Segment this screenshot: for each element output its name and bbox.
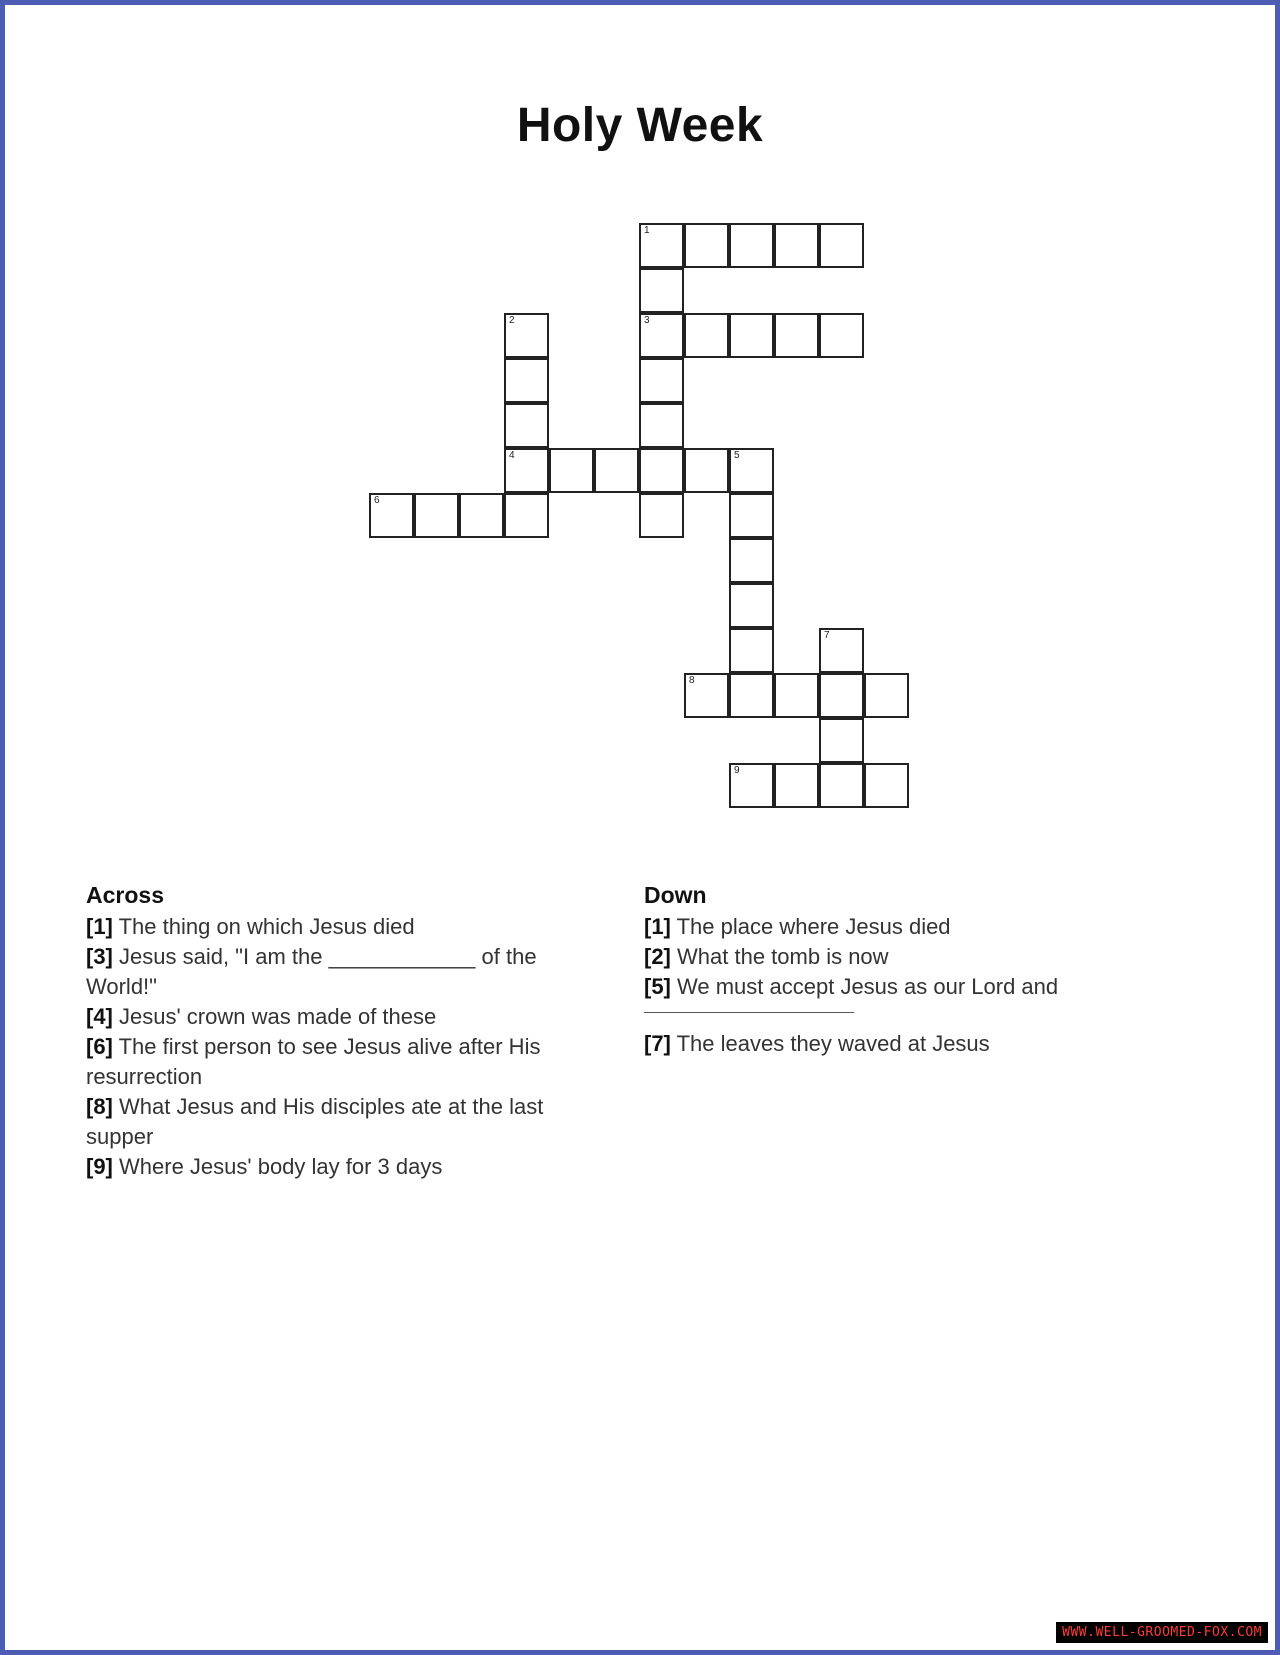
grid-cell[interactable] [639, 223, 684, 268]
clue-text: What the tomb is now [677, 944, 889, 969]
grid-cell[interactable] [729, 628, 774, 673]
down-heading: Down [644, 882, 707, 908]
grid-cell[interactable] [864, 673, 909, 718]
clue-number: [1] [86, 914, 113, 939]
grid-cell[interactable] [639, 358, 684, 403]
clue-text: Where Jesus' body lay for 3 days [119, 1154, 443, 1179]
clue-down-2 [644, 942, 1114, 972]
grid-cell[interactable] [684, 448, 729, 493]
grid-cell[interactable] [594, 448, 639, 493]
grid-cell[interactable] [729, 223, 774, 268]
clue-number: [9] [86, 1154, 113, 1179]
grid-cell[interactable] [639, 403, 684, 448]
grid-cell[interactable] [729, 493, 774, 538]
grid-cell[interactable] [729, 448, 774, 493]
clue-across-1 [86, 912, 586, 942]
grid-cell[interactable] [549, 448, 594, 493]
clue-text: Jesus' crown was made of these [119, 1004, 437, 1029]
clue-down-1 [644, 912, 1114, 942]
grid-cell[interactable] [684, 673, 729, 718]
cell-number: 4 [509, 450, 515, 461]
answer-blank-line [644, 1012, 854, 1013]
clue-number: [3] [86, 944, 113, 969]
grid-cell[interactable] [864, 763, 909, 808]
grid-cell[interactable] [729, 673, 774, 718]
clue-down-5 [644, 972, 1114, 1013]
grid-cell[interactable] [504, 448, 549, 493]
grid-cell[interactable] [819, 628, 864, 673]
grid-cell[interactable] [819, 718, 864, 763]
cell-number: 5 [734, 450, 740, 461]
clue-across-9 [86, 1152, 586, 1182]
watermark: WWW.WELL-GROOMED-FOX.COM [1056, 1622, 1268, 1643]
grid-cell[interactable] [504, 493, 549, 538]
grid-cell[interactable] [819, 223, 864, 268]
clue-number: [8] [86, 1094, 113, 1119]
grid-cell[interactable] [504, 403, 549, 448]
across-heading: Across [86, 882, 164, 908]
clue-across-6 [86, 1032, 586, 1092]
clue-text: The thing on which Jesus died [118, 914, 415, 939]
grid-cell[interactable] [729, 538, 774, 583]
clue-number: [5] [644, 974, 671, 999]
cell-number: 2 [509, 315, 515, 326]
clue-text: Jesus said, "I am the ____________ of the World!" [86, 944, 537, 999]
grid-cell[interactable] [639, 313, 684, 358]
puzzle-title: Holy Week [516, 99, 764, 152]
grid-cell[interactable] [414, 493, 459, 538]
clue-number: [1] [644, 914, 671, 939]
cell-number: 7 [824, 630, 830, 641]
cell-number: 8 [689, 675, 695, 686]
clue-text: The leaves they waved at Jesus [676, 1031, 990, 1056]
grid-cell[interactable] [774, 673, 819, 718]
clue-text: The place where Jesus died [676, 914, 951, 939]
clue-across-4 [86, 1002, 586, 1032]
grid-cell[interactable] [369, 493, 414, 538]
grid-cell[interactable] [684, 223, 729, 268]
cell-number: 6 [374, 495, 380, 506]
clue-text: The first person to see Jesus alive after His resurrection [86, 1034, 541, 1089]
grid-cell[interactable] [639, 448, 684, 493]
clue-text: We must accept Jesus as our Lord and [677, 974, 1059, 999]
grid-cell[interactable] [729, 313, 774, 358]
grid-cell[interactable] [504, 313, 549, 358]
clue-number: [2] [644, 944, 671, 969]
grid-cell[interactable] [774, 223, 819, 268]
grid-cell[interactable] [729, 763, 774, 808]
grid-cell[interactable] [684, 313, 729, 358]
cell-number: 1 [644, 225, 650, 236]
clue-number: [6] [86, 1034, 113, 1059]
grid-cell[interactable] [819, 763, 864, 808]
grid-cell[interactable] [729, 583, 774, 628]
grid-cell[interactable] [639, 493, 684, 538]
grid-cell[interactable] [459, 493, 504, 538]
clue-text: What Jesus and His disciples ate at the last supper [86, 1094, 544, 1149]
grid-cell[interactable] [639, 268, 684, 313]
grid-cell[interactable] [819, 673, 864, 718]
cell-number: 9 [734, 765, 740, 776]
clue-across-3 [86, 942, 586, 1002]
grid-cell[interactable] [774, 313, 819, 358]
down-clues [644, 880, 1114, 1059]
clue-number: [4] [86, 1004, 113, 1029]
cell-number: 3 [644, 315, 650, 326]
grid-cell[interactable] [774, 763, 819, 808]
clue-number: [7] [644, 1031, 671, 1056]
grid-cell[interactable] [819, 313, 864, 358]
clue-down-7 [644, 1029, 1114, 1059]
grid-cell[interactable] [504, 358, 549, 403]
clue-across-8 [86, 1092, 586, 1152]
across-clues [86, 880, 586, 1182]
